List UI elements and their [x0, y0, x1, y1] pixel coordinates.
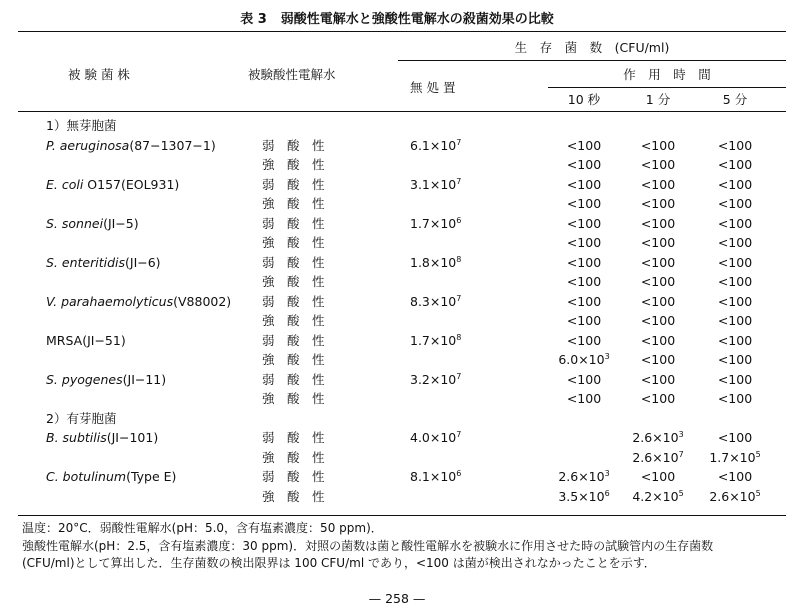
survival-count: <100 [717, 235, 753, 250]
strain-header: 被 験 菌 株 [68, 67, 130, 82]
survival-count: <100 [566, 274, 602, 289]
survival-count: <100 [566, 254, 602, 270]
survival-count: <100 [717, 176, 753, 192]
survival-count: <100 [566, 137, 602, 153]
strong-acid-label: 強 酸 性 [262, 313, 325, 328]
strain-name: P. aeruginosa(87−1307−1) [46, 137, 216, 153]
survival-count: <100 [566, 196, 602, 211]
survival-count: <100 [640, 157, 676, 172]
survival-count: <100 [640, 215, 676, 231]
survival-count: $2.6\times 10^7$ [632, 449, 684, 465]
strain-name: B. subtilis(JI−101) [46, 430, 159, 445]
untreated-count: $6.1\times 10^7$ [410, 137, 462, 153]
time-5m-header: 5 分 [722, 92, 748, 107]
bottom-rule [18, 515, 786, 516]
table-title-text: 弱酸性電解水と強酸性電解水の殺菌効果の比較 [280, 12, 554, 27]
survival-count: <100 [640, 371, 676, 387]
survival-count: <100 [640, 274, 676, 289]
strong-acid-label: 強 酸 性 [262, 235, 325, 250]
survival-count: <100 [717, 274, 753, 289]
survival-count: $4.2\times 10^5$ [632, 488, 684, 504]
strong-acid-label: 強 酸 性 [262, 488, 325, 504]
strain-name: E. coli O157(EOL931) [46, 176, 180, 192]
survival-count: <100 [640, 332, 676, 348]
survival-count: <100 [566, 293, 602, 309]
weak-acid-label: 弱 酸 性 [262, 137, 325, 153]
survival-count: <100 [566, 371, 602, 387]
strong-acid-label: 強 酸 性 [262, 449, 325, 465]
survival-count: <100 [717, 196, 753, 211]
survival-count: <100 [640, 313, 676, 328]
survival-count: <100 [566, 215, 602, 231]
untreated-count: $3.1\times 10^7$ [410, 176, 462, 192]
survival-count: <100 [640, 176, 676, 192]
strain-name: C. botulinum(Type E) [46, 469, 177, 484]
survival-count: <100 [717, 430, 753, 445]
survival-count: <100 [717, 469, 753, 484]
weak-acid-label: 弱 酸 性 [262, 293, 325, 309]
strong-acid-label: 強 酸 性 [262, 274, 325, 289]
strong-acid-label: 強 酸 性 [262, 196, 325, 211]
untreated-count: $1.7\times 10^8$ [410, 332, 462, 348]
survival-count: <100 [640, 137, 676, 153]
survival-header: 生 存 菌 数 (CFU/ml) [514, 40, 670, 55]
survival-count: <100 [717, 371, 753, 387]
survival-count: <100 [640, 469, 676, 484]
survival-count: <100 [640, 391, 676, 406]
survival-count: <100 [640, 235, 676, 250]
survival-count: $2.6\times 10^3$ [558, 468, 610, 484]
strain-name: S. sonnei(JI−5) [46, 215, 139, 231]
untreated-count: $1.8\times 10^8$ [410, 254, 462, 270]
group-label: 1）無芽胞菌 [46, 118, 117, 133]
survival-count: <100 [717, 352, 753, 367]
survival-count: $6.0\times 10^3$ [558, 351, 610, 367]
survival-count: <100 [566, 391, 602, 406]
weak-acid-label: 弱 酸 性 [262, 254, 325, 270]
survival-count: $2.6\times 10^3$ [632, 429, 684, 445]
survival-count: <100 [717, 293, 753, 309]
page-number: — 258 — [368, 591, 426, 606]
note-line-3: (CFU/ml)として算出した．生存菌数の検出限界は 100 CFU/ml であり，<100 は菌が検出されなかったことを示す． [22, 556, 656, 570]
strain-name: S. enteritidis(JI−6) [46, 254, 161, 270]
weak-acid-label: 弱 酸 性 [262, 176, 325, 192]
strain-name: V. parahaemolyticus(V88002) [46, 293, 232, 309]
survival-count: <100 [566, 157, 602, 172]
table-title [0, 8, 794, 27]
time-10s-header: 10 秒 [567, 92, 601, 107]
strong-acid-label: 強 酸 性 [262, 157, 325, 172]
survival-count: <100 [717, 157, 753, 172]
untreated-count: $8.1\times 10^6$ [410, 468, 462, 484]
survival-count: $1.7\times 10^5$ [709, 449, 761, 465]
table-label: 表 3 [240, 12, 267, 27]
survival-count: <100 [566, 313, 602, 328]
weak-acid-label: 弱 酸 性 [262, 371, 325, 387]
survival-count: <100 [717, 254, 753, 270]
header-rule-2 [548, 87, 786, 88]
weak-acid-label: 弱 酸 性 [262, 430, 325, 445]
survival-count: <100 [640, 196, 676, 211]
survival-count: <100 [717, 137, 753, 153]
header-bottom-rule [18, 111, 786, 112]
untreated-count: $8.3\times 10^7$ [410, 293, 462, 309]
header-rule-1 [398, 60, 786, 61]
survival-count: <100 [566, 332, 602, 348]
strain-name: S. pyogenes(JI−11) [46, 371, 167, 387]
survival-count: <100 [640, 254, 676, 270]
survival-count: <100 [640, 293, 676, 309]
survival-count: <100 [717, 332, 753, 348]
top-rule [18, 31, 786, 32]
survival-count: <100 [566, 176, 602, 192]
strong-acid-label: 強 酸 性 [262, 352, 325, 367]
untreated-count: $3.2\times 10^7$ [410, 371, 462, 387]
time-1m-header: 1 分 [645, 92, 671, 107]
survival-count: <100 [717, 313, 753, 328]
action-time-header: 作 用 時 間 [623, 67, 711, 82]
weak-acid-label: 弱 酸 性 [262, 469, 325, 484]
water-header: 被験酸性電解水 [248, 67, 336, 82]
survival-count: $3.5\times 10^6$ [558, 488, 610, 504]
survival-count: <100 [640, 352, 676, 367]
weak-acid-label: 弱 酸 性 [262, 332, 325, 348]
survival-count: $2.6\times 10^5$ [709, 488, 761, 504]
survival-count: <100 [717, 215, 753, 231]
survival-count: <100 [717, 391, 753, 406]
note-line-2: 強酸性電解水(pH：2.5，含有塩素濃度：30 ppm)．対照の菌数は菌と酸性電解水を被験水に作用させた時の試験管内の生存菌数 [22, 539, 714, 553]
untreated-count: $1.7\times 10^6$ [410, 215, 462, 231]
untreated-count: $4.0\times 10^7$ [410, 429, 462, 445]
weak-acid-label: 弱 酸 性 [262, 215, 325, 231]
survival-count: <100 [566, 235, 602, 250]
strong-acid-label: 強 酸 性 [262, 391, 325, 406]
group-label: 2）有芽胞菌 [46, 410, 117, 426]
strain-name: MRSA(JI−51) [46, 332, 126, 348]
note-line-1: 温度：20°C．弱酸性電解水(pH：5.0，含有塩素濃度：50 ppm)． [22, 521, 383, 535]
untreated-header: 無 処 置 [410, 80, 456, 95]
